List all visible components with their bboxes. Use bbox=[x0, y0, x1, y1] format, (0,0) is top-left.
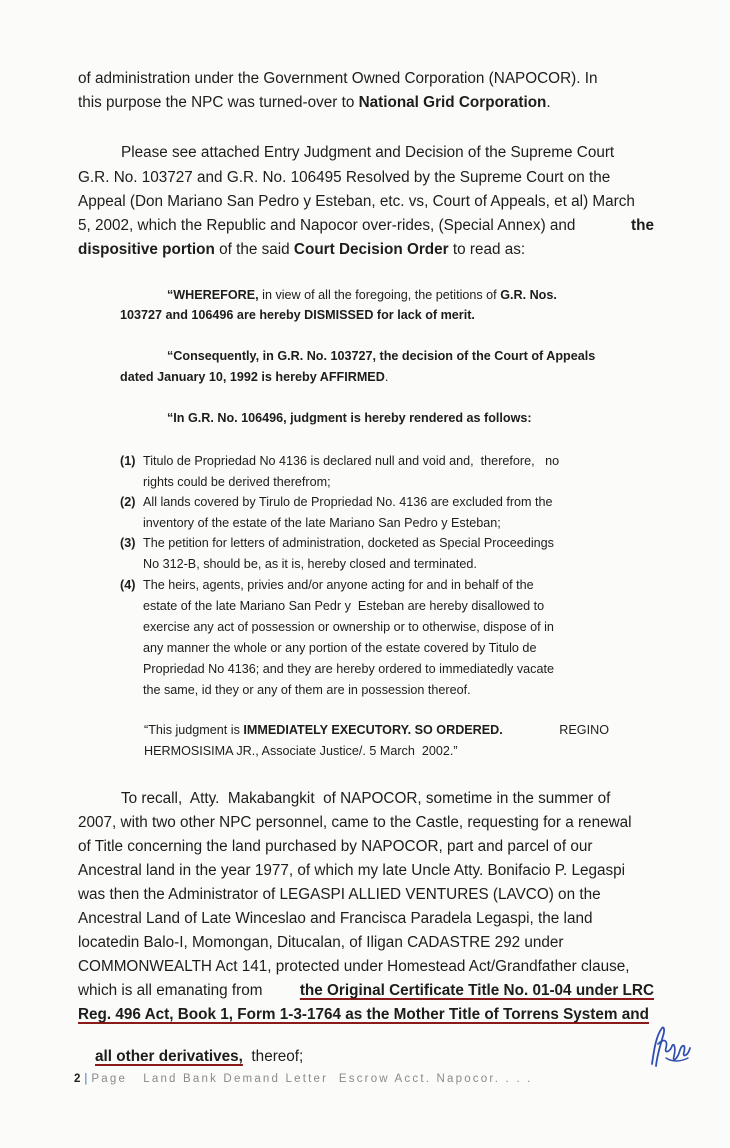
quote-consequently-line1: “Consequently, in G.R. No. 103727, the decision of the Court of Appeals bbox=[167, 349, 596, 363]
quote-wherefore-line2: 103727 and 106496 are hereby DISMISSED for lack of merit. bbox=[120, 308, 475, 322]
para2-line2: G.R. No. 103727 and G.R. No. 106495 Resolved by the Supreme Court on the bbox=[78, 169, 611, 186]
para3-line11: all other derivatives, thereof; bbox=[95, 1048, 304, 1065]
quote-wherefore-line1: “WHEREFORE, in view of all the foregoing, the petitions of G.R. Nos. bbox=[167, 288, 557, 302]
item-line: All lands covered by Tirulo de Propriedad No. 4136 are excluded from the bbox=[143, 495, 553, 509]
item-line: inventory of the estate of the late Mariano San Pedro y Esteban; bbox=[143, 516, 501, 530]
item-number: (1) bbox=[120, 454, 136, 468]
item-line: The heirs, agents, privies and/or anyone acting for and in behalf of the bbox=[143, 578, 534, 592]
para3-line8: COMMONWEALTH Act 141, protected under Homestead Act/Grandfather clause, bbox=[78, 958, 630, 975]
para3-line3: of Title concerning the land purchased by NAPOCOR, part and parcel of our bbox=[78, 838, 593, 855]
quote-judgment-heading: “In G.R. No. 106496, judgment is hereby rendered as follows: bbox=[167, 411, 532, 425]
item-line: The petition for letters of administration, docketed as Special Proceedings bbox=[143, 536, 554, 550]
item-line: No 312-B, should be, as it is, hereby closed and terminated. bbox=[143, 557, 477, 571]
para3-line2: 2007, with two other NPC personnel, came to the Castle, requesting for a renewal bbox=[78, 814, 632, 831]
item-line: Titulo de Propriedad No 4136 is declared null and void and, therefore, no bbox=[143, 454, 560, 468]
page-footer: 2 | Page Land Bank Demand Letter Escrow Acct. Napocor. . . . bbox=[74, 1073, 533, 1085]
item-line: the same, id they or any of them are in possession thereof. bbox=[143, 683, 471, 697]
para3-line6: Ancestral Land of Late Winceslao and Francisca Paradela Legaspi, the land bbox=[78, 910, 593, 927]
item-number: (4) bbox=[120, 578, 136, 592]
item-line: rights could be derived therefrom; bbox=[143, 475, 331, 489]
item-line: estate of the late Mariano San Pedr y Esteban are hereby disallowed to bbox=[143, 599, 545, 613]
quote-executory-line2: HERMOSISIMA JR., Associate Justice/. 5 March 2002.” bbox=[144, 744, 458, 758]
quote-executory-line1: “This judgment is IMMEDIATELY EXECUTORY. SO ORDERED. REGINO bbox=[144, 723, 609, 737]
para3-line10: Reg. 496 Act, Book 1, Form 1-3-1764 as the Mother Title of Torrens System and bbox=[78, 1006, 649, 1023]
item-line: exercise any act of possession or ownership or to otherwise, dispose of in bbox=[143, 620, 554, 634]
handwritten-initials bbox=[642, 1018, 698, 1074]
para3-line7: locatedin Balo-I, Momongan, Ditucalan, of Iligan CADASTRE 292 under bbox=[78, 934, 564, 951]
footer-text: Page Land Bank Demand Letter Escrow Acct. Napocor. . . . bbox=[91, 1073, 533, 1085]
para1-line2: this purpose the NPC was turned-over to National Grid Corporation. bbox=[78, 94, 551, 111]
page-number: 2 bbox=[74, 1073, 81, 1085]
para3-line5: was then the Administrator of LEGASPI ALLIED VENTURES (LAVCO) on the bbox=[78, 886, 601, 903]
para1-line1: of administration under the Government Owned Corporation (NAPOCOR). In bbox=[78, 70, 598, 87]
para2-line1: Please see attached Entry Judgment and Decision of the Supreme Court bbox=[121, 144, 615, 161]
quote-consequently-line2: dated January 10, 1992 is hereby AFFIRMED. bbox=[120, 370, 389, 384]
item-line: Propriedad No 4136; and they are hereby ordered to immediatedly vacate bbox=[143, 662, 554, 676]
para2-line3: Appeal (Don Mariano San Pedro y Esteban, etc. vs, Court of Appeals, et al) March bbox=[78, 193, 635, 210]
para2-line4: 5, 2002, which the Republic and Napocor over-rides, (Special Annex) and the bbox=[78, 217, 654, 234]
item-line: any manner the whole or any portion of the estate covered by Titulo de bbox=[143, 641, 537, 655]
para3-line4: Ancestral land in the year 1977, of which my late Uncle Atty. Bonifacio P. Legaspi bbox=[78, 862, 626, 879]
para3-line1: To recall, Atty. Makabangkit of NAPOCOR, sometime in the summer of bbox=[121, 790, 611, 807]
item-number: (2) bbox=[120, 495, 136, 509]
para2-line5: dispositive portion of the said Court Decision Order to read as: bbox=[78, 241, 526, 258]
para3-line9: which is all emanating from the Original Certificate Title No. 01-04 under LRC bbox=[78, 982, 654, 999]
item-number: (3) bbox=[120, 536, 136, 550]
